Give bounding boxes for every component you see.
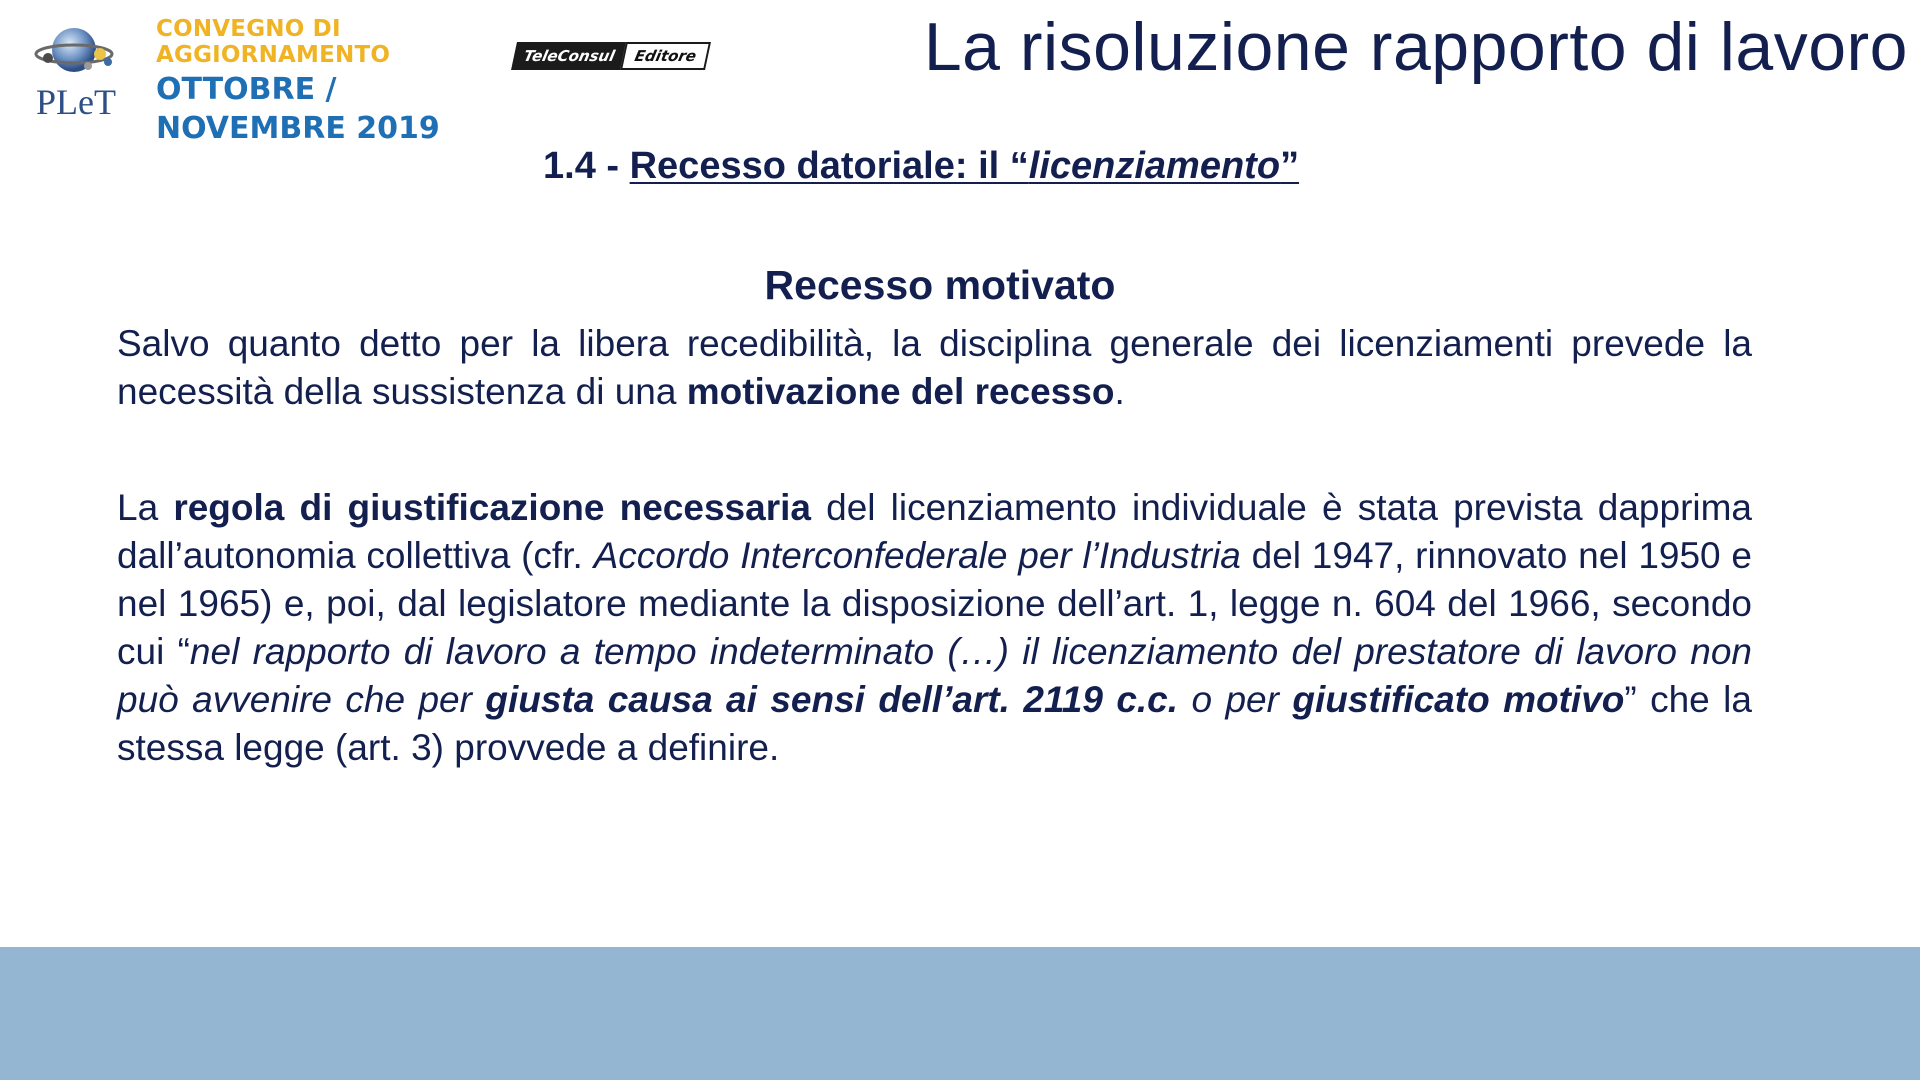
p2-s9: giustificato motivo — [1292, 679, 1625, 720]
p2-s3: del licenziamento individuale è stata prevista dapprima dall’autonomia collettiva (cfr. — [117, 487, 1753, 576]
teleconsul-logo — [514, 42, 708, 70]
section-title-underlined — [630, 145, 1299, 187]
section-number: 1.4 - — [543, 145, 630, 187]
teleconsul-part1: TeleConsul — [511, 42, 627, 70]
slide-heading: Recesso motivato — [764, 262, 1116, 308]
logo-text: PLeT — [36, 82, 116, 118]
convegno-label — [156, 16, 440, 148]
page-title: La risoluzione rapporto di lavoro — [923, 9, 1908, 85]
p2-s8: o per — [1178, 679, 1293, 720]
convegno-line4: NOVEMBRE 2019 — [156, 111, 440, 147]
convegno-line2: AGGIORNAMENTO — [156, 42, 391, 69]
plet-logo — [34, 18, 124, 118]
footer-band — [0, 947, 1920, 1080]
p1-text-b: . — [1114, 371, 1125, 412]
section-title-a: Recesso datoriale: il “ — [629, 145, 1029, 187]
paragraph-1 — [117, 320, 1752, 416]
paragraph-2 — [117, 484, 1752, 772]
teleconsul-part2: Editore — [620, 42, 711, 70]
convegno-line3: OTTOBRE / — [156, 71, 337, 107]
p2-s2: regola di giustificazione necessaria — [173, 487, 811, 528]
p2-s4: Accordo Interconfederale per l’Industria — [593, 535, 1241, 576]
p2-s6: nel rapporto di lavoro a tempo indeterminato (…) il licenziamento del prestatore di lavoro non può avvenire che per — [117, 631, 1752, 720]
p1-bold: motivazione del recesso — [686, 371, 1115, 412]
section-title — [543, 145, 1299, 188]
p1-text-a: Salvo quanto detto per la libera recedibilità, la disciplina generale dei licenziamenti prevede la necessità della sussistenza di una — [117, 323, 1752, 412]
p2-s7: giusta causa ai sensi dell’art. 2119 c.c. — [485, 679, 1179, 720]
convegno-line1: CONVEGNO DI — [156, 16, 341, 42]
p2-s10: ” che la stessa legge (art. 3) provvede a definire. — [117, 679, 1752, 768]
p2-s1: La — [117, 487, 174, 528]
p2-s5: del 1947, rinnovato nel 1950 e nel 1965) e, poi, dal legislatore mediante la disposizione dell’art. 1, legge n. 604 del 1966, secondo cui “ — [117, 535, 1752, 672]
section-title-italic: licenziamento — [1028, 145, 1281, 187]
section-title-b: ” — [1280, 145, 1300, 187]
